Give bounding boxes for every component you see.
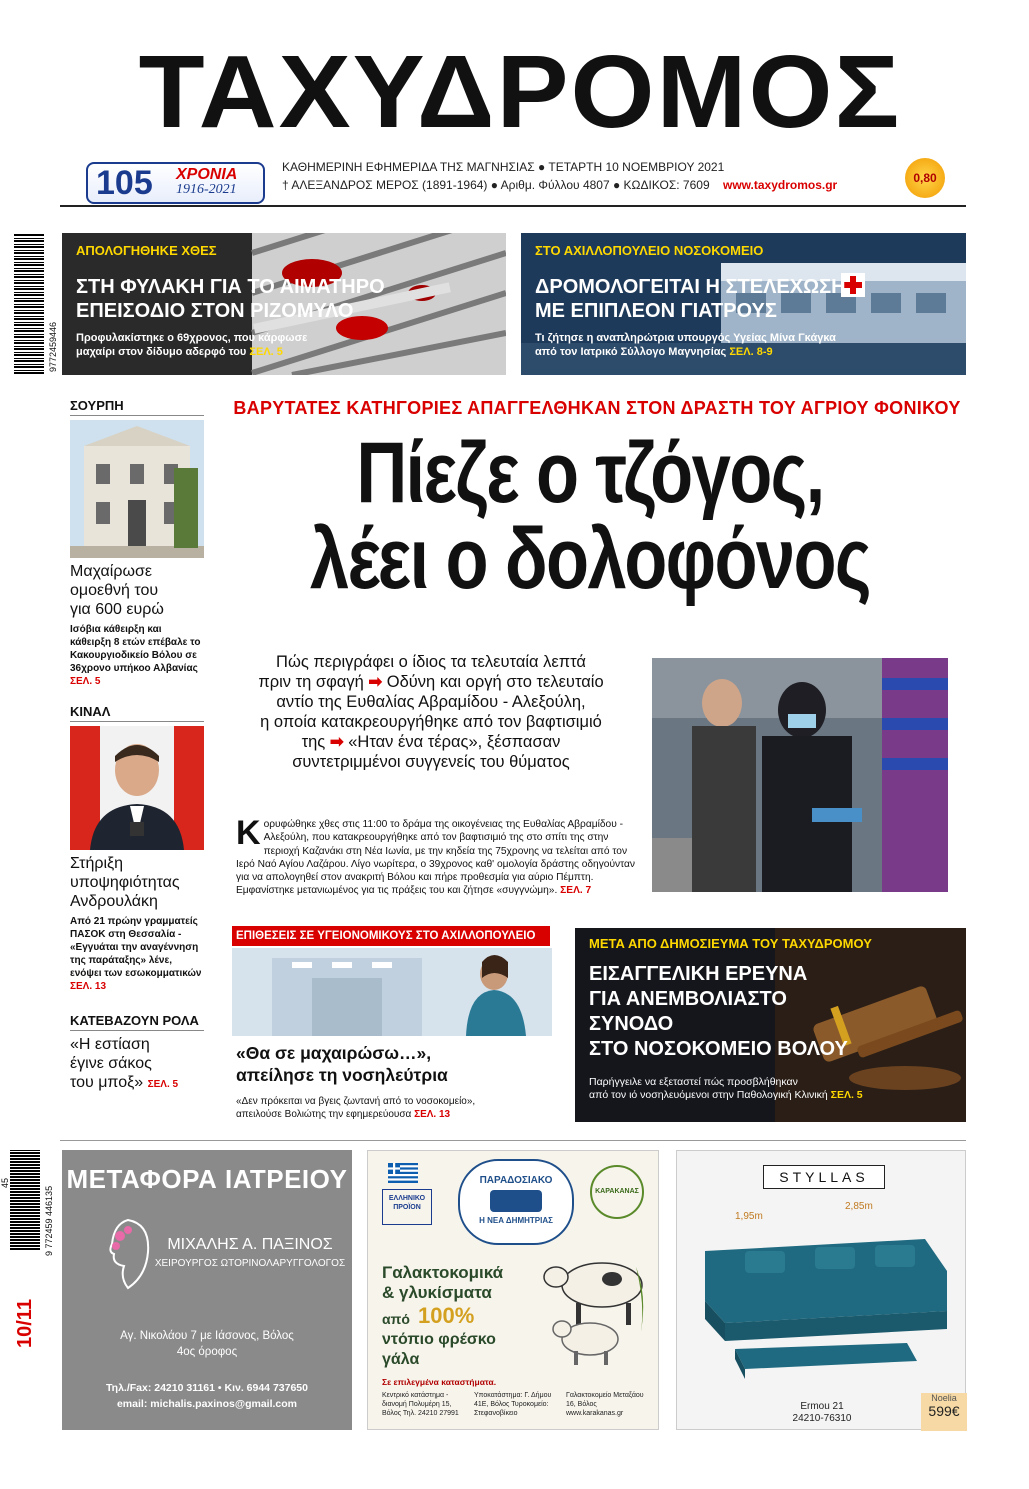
badge-number: 105 xyxy=(96,164,153,202)
left-story-kicker: ΚΑΤΕΒΑΖΟΥΝ ΡΟΛΑ xyxy=(70,1013,204,1031)
main-lead-5b: «Ηταν ένα τέρας», ξέσπασαν xyxy=(348,733,561,751)
ad-doctor-title: ΜΕΤΑΦΟΡΑ ΙΑΤΡΕΙΟΥ xyxy=(66,1164,348,1194)
main-lead-2a: πριν τη σφαγή xyxy=(258,673,364,691)
top-right-text-1: Τι ζήτησε η αναπληρώτρια υπουργός Υγείας Μίνα Γκάγκα xyxy=(535,332,836,344)
left-story-big-3: Ανδρουλάκη xyxy=(70,893,158,910)
sofa-icon xyxy=(685,1211,957,1381)
barcode-bottom-number: 9 772459 446135 xyxy=(44,1185,54,1256)
main-headline-1: Πίεζε ο τζόγος, xyxy=(356,425,824,521)
main-redline: ΒΑΡΥΤΑΤΕΣ ΚΑΤΗΓΟΡΙΕΣ ΑΠΑΓΓΕΛΘΗΚΑΝ ΣΤΟΝ ΔΡΑΣΤΗ ΤΟΥ ΑΓΡΙΟΥ ΦΟΝΙΚΟΥ xyxy=(233,398,961,418)
ad-doctor[interactable] xyxy=(62,1150,352,1430)
court-text-1: Παρήγγειλε να εξεταστεί πώς προσβλήθηκαν xyxy=(589,1076,798,1088)
main-lead-4: η οποία κατακρεουργήθηκε από τον βαφτισιμιό xyxy=(260,713,602,731)
main-lead-1: Πώς περιγράφει ο ίδιος τα τελευταία λεπτά xyxy=(276,653,586,671)
top-right-headline xyxy=(535,275,955,323)
red-arrow-icon: ➡ xyxy=(368,673,383,691)
left-story-page: ΣΕΛ. 13 xyxy=(70,981,107,992)
ad-furniture-price: 599€ xyxy=(928,1403,960,1419)
left-story-kicker: ΚΙΝΑΛ xyxy=(70,704,204,722)
court-story[interactable] xyxy=(575,928,966,1122)
left-story-big-1: «Η εστίαση xyxy=(70,1036,150,1053)
top-right-text xyxy=(535,331,955,359)
ad-furniture-dim-1: 1,95m xyxy=(735,1211,763,1222)
masthead-info-line-1: ΚΑΘΗΜΕΡΙΝΗ ΕΦΗΜΕΡΙΔΑ ΤΗΣ ΜΑΓΝΗΣΙΑΣ ● ΤΕΤΑΡΤΗ 10 ΝΟΕΜΒΡΙΟΥ 2021 xyxy=(282,160,725,174)
top-left-text-2: μαχαίρι στον δίδυμο αδερφό του xyxy=(76,346,247,358)
website-link[interactable]: www.taxydromos.gr xyxy=(722,178,838,192)
ad-dairy-col3: Γαλακτοκομείο Μεταξάου 16, Βόλος www.karakanas.gr xyxy=(566,1392,644,1417)
left-story-kinal[interactable] xyxy=(70,704,204,993)
ad-furniture-phone: 24210-76310 xyxy=(792,1413,852,1424)
top-right-kicker: ΣΤΟ ΑΧΙΛΛΟΠΟΥΛΕΙΟ ΝΟΣΟΚΟΜΕΙΟ xyxy=(535,243,764,258)
barcode-top-icon xyxy=(14,234,44,374)
ad-dairy-brand-1: ΠΑΡΑΔΟΣΙΑΚΟ xyxy=(479,1175,553,1186)
court-kicker: ΜΕΤΑ ΑΠΟ ΔΗΜΟΣΙΕΥΜΑ ΤΟΥ ΤΑΧΥΔΡΟΜΟΥ xyxy=(589,936,872,951)
ad-furniture-model: Noelia xyxy=(931,1393,957,1403)
nurse-headline[interactable] xyxy=(236,1042,556,1086)
court-headline xyxy=(589,962,959,1062)
left-story-page: ΣΕΛ. 5 xyxy=(70,676,101,687)
left-story-big-2: ομοεθνή του xyxy=(70,582,159,599)
arrest-photo-icon xyxy=(652,658,948,892)
left-story-big-3: για 600 ευρώ xyxy=(70,601,164,618)
left-story-big-2: έγινε σάκος xyxy=(70,1055,152,1072)
top-left-text-1: Προφυλακίστηκε ο 69χρονος, που κάρφωσε xyxy=(76,332,308,344)
politician-photo-icon xyxy=(70,726,204,850)
left-story-small xyxy=(70,915,204,993)
nurse-text-1: «Δεν πρόκειται να βγεις ζωντανή από το νοσοκομείο», xyxy=(236,1096,476,1107)
issue-date: 10/11 xyxy=(14,1299,36,1348)
ad-dairy[interactable] xyxy=(367,1150,659,1430)
main-lead-3: αντίο της Ευθαλίας Αβραμίδου - Αλεξούλη, xyxy=(276,693,586,711)
ad-dairy-line-1: Γαλακτοκομικά xyxy=(382,1263,504,1282)
ad-dairy-line-4: 100% xyxy=(418,1303,475,1328)
red-arrow-icon: ➡ xyxy=(329,733,344,751)
ad-dairy-col1: Κεντρικό κατάστημα - διανομή Πολυμέρη 15, Βόλος Τηλ. 24210 27991 xyxy=(382,1392,459,1417)
nurse-text-2: απειλούσε Βολιώτης την εφημερεύουσα xyxy=(236,1109,412,1120)
anniversary-badge xyxy=(86,162,265,204)
main-body xyxy=(236,814,646,898)
cow-goat-icon xyxy=(536,1247,652,1367)
ad-doctor-profession: ΧΕΙΡΟΥΡΓΟΣ ΩΤΟΡΙΝΟΛΑΡΥΓΓΟΛΟΓΟΣ xyxy=(154,1258,346,1269)
barcode-issue-suffix: 45 xyxy=(0,1177,10,1188)
left-story-page: ΣΕΛ. 5 xyxy=(147,1079,179,1090)
barcode-bottom-icon xyxy=(10,1150,40,1250)
nurse-photo-icon xyxy=(232,948,552,1036)
top-left-story[interactable] xyxy=(62,233,506,375)
ads-divider xyxy=(60,1140,966,1141)
top-right-headline-1: ΔΡΟΜΟΛΟΓΕΙΤΑΙ Η ΣΤΕΛΕΧΩΣΗ xyxy=(535,276,846,298)
nurse-page: ΣΕΛ. 13 xyxy=(414,1109,451,1120)
ad-furniture-dim-2: 2,85m xyxy=(845,1201,873,1212)
nurse-text xyxy=(236,1095,556,1121)
main-dropcap: Κ xyxy=(236,814,261,852)
left-story-big xyxy=(70,562,204,619)
top-left-headline xyxy=(76,275,496,323)
masthead-title: ΤΑΧΥΔΡΟΜΟΣ xyxy=(138,34,902,149)
top-left-page: ΣΕΛ. 5 xyxy=(249,346,283,358)
left-story-estiasi[interactable] xyxy=(70,1013,204,1094)
left-story-big-1: Στήριξη xyxy=(70,855,124,872)
badge-years: 1916-2021 xyxy=(176,182,237,197)
ad-dairy-line-6: γάλα xyxy=(382,1351,420,1368)
top-right-headline-2: ΜΕ ΕΠΙΠΛΕΟΝ ΓΙΑΤΡΟΥΣ xyxy=(535,300,777,322)
ad-furniture-brand: STYLLAS xyxy=(763,1165,885,1189)
nurse-headline-2: απείλησε τη νοσηλεύτρια xyxy=(236,1065,448,1085)
main-lead-5a: της xyxy=(301,733,326,751)
face-logo-icon xyxy=(98,1216,154,1292)
top-right-story[interactable] xyxy=(521,233,966,375)
ad-dairy-col2: Υποκατάστημα: Γ. Δήμου 41Ε, Βόλος Τυροκομείο: Στεφανοβίκειο xyxy=(474,1392,552,1417)
main-headline[interactable] xyxy=(287,425,894,607)
nurse-banner: ΕΠΙΘΕΣΕΙΣ ΣΕ ΥΓΕΙΟΝΟΜΙΚΟΥΣ ΣΤΟ ΑΧΙΛΛΟΠΟΥΛΕΙΟ xyxy=(232,926,550,946)
left-story-big-2: υποψηφιότητας xyxy=(70,874,180,891)
main-lead-2b: Οδύνη και οργή στο τελευταίο xyxy=(386,673,604,691)
left-story-small xyxy=(70,623,204,688)
price-badge: 0,80 xyxy=(905,158,945,198)
ad-doctor-phone: Τηλ./Fax: 24210 31161 • Κιν. 6944 737650 xyxy=(106,1382,308,1394)
ad-dairy-stores: Σε επιλεγμένα καταστήματα. xyxy=(382,1377,497,1387)
nurse-headline-1: «Θα σε μαχαιρώσω…», xyxy=(236,1043,432,1063)
left-story-sourpi[interactable] xyxy=(70,398,204,688)
left-column xyxy=(70,398,204,1094)
ad-furniture-address: Ermou 21 xyxy=(800,1401,844,1412)
top-left-kicker: ΑΠΟΛΟΓΗΘΗΚΕ ΧΘΕΣ xyxy=(76,243,217,258)
masthead-rule xyxy=(60,205,966,207)
main-page: ΣΕΛ. 7 xyxy=(560,885,592,897)
court-page: ΣΕΛ. 5 xyxy=(830,1089,863,1101)
left-story-small-text: Ισόβια κάθειρξη και κάθειρξη 8 ετών επέβαλε το Κακουργιοδικείο Βόλου σε 36χρονο υπήκοο Αλβανίας xyxy=(70,624,201,674)
court-headline-4: ΣΤΟ ΝΟΣΟΚΟΜΕΙΟ ΒΟΛΟΥ xyxy=(589,1038,848,1060)
ad-doctor-email[interactable]: email: michalis.paxinos@gmail.com xyxy=(116,1398,298,1410)
left-story-big-3: του μποξ» xyxy=(70,1074,144,1091)
court-headline-3: ΣΥΝΟΔΟ xyxy=(589,1013,674,1035)
ad-dairy-line-3: από xyxy=(382,1311,410,1327)
ad-furniture[interactable] xyxy=(676,1150,966,1430)
court-text xyxy=(589,1076,959,1102)
top-right-text-2: από τον Ιατρικό Σύλλογο Μαγνησίας xyxy=(535,346,727,358)
top-left-headline-1: ΣΤΗ ΦΥΛΑΚΗ ΓΙΑ ΤΟ ΑΙΜΑΤΗΡΟ xyxy=(76,276,385,298)
court-headline-2: ΓΙΑ ΑΝΕΜΒΟΛΙΑΣΤΟ xyxy=(589,988,787,1010)
left-story-big xyxy=(70,1035,204,1094)
ad-doctor-address-2: 4ος όροφος xyxy=(176,1346,238,1358)
ad-dairy-brand xyxy=(458,1159,574,1245)
main-lead xyxy=(236,652,626,772)
left-story-kicker: ΣΟΥΡΠΗ xyxy=(70,398,204,416)
ad-dairy-brand-2: Η ΝΕΑ ΔΗΜΗΤΡΙΑΣ xyxy=(479,1216,553,1225)
milk-bucket-icon xyxy=(490,1190,542,1212)
courthouse-photo-icon xyxy=(70,420,204,558)
ad-dairy-line-2: & γλυκίσματα xyxy=(382,1283,492,1302)
main-headline-2: λέει ο δολοφόνος xyxy=(310,511,870,607)
main-body-text: ορυφώθηκε χθες στις 11:00 το δράμα της οικογένειας της Ευθαλίας Αβραμίδου - Αλεξούλη, που κατακρεουργήθηκε από τον βαφτισιμιό της στο σπίτι της στην περιοχή Καζανάκι στη Νέα Ιωνία, με την κηδεία της 75χρονης να τελείται από τον Ιερό Ναό Αγίου Λαζάρου. Λίγο νωρίτερα, ο 39χρονος καθ' ομολογία δράστης οδηγούνταν για να απολογηθεί στον ανακριτή Βόλου και πήρε προθεσμία για αύριο Πέμπτη. Εμφανίστηκε μετανιωμένος για τις πράξεις του και ζήτησε «συγγνώμη». xyxy=(236,819,636,897)
greek-flag-icon xyxy=(388,1163,418,1183)
barcode-top-number: 9772459446 xyxy=(48,321,58,372)
masthead-info-line-2 xyxy=(282,178,837,192)
left-story-big xyxy=(70,854,204,911)
left-story-small-text: Από 21 πρώην γραμματείς ΠΑΣΟΚ στη Θεσσαλία - «Εγγυάται την αναγέννηση της παράταξης» λένε, ενόψει των εσωκομματικών xyxy=(70,916,202,979)
badge-label: ΧΡΟΝΙΑ xyxy=(176,166,238,183)
masthead-info-text: † ΑΛΕΞΑΝΔΡΟΣ ΜΕΡΟΣ (1891-1964) ● Αριθμ. Φύλλου 4807 ● ΚΩΔΙΚΟΣ: 7609 xyxy=(282,178,710,192)
ad-furniture-price-tag xyxy=(921,1393,967,1431)
ad-dairy-badge: ΕΛΛΗΝΙΚΟ ΠΡΟΪΟΝ xyxy=(382,1189,432,1225)
court-text-2: από τον ιό νοσηλευόμενοι στην Παθολογική Κλινική xyxy=(589,1089,828,1101)
ad-dairy-line-5: ντόπιο φρέσκο xyxy=(382,1331,496,1348)
ad-doctor-address-1: Αγ. Νικολάου 7 με Ιάσονος, Βόλος xyxy=(120,1330,294,1342)
ad-dairy-logo: ΚΑΡΑΚΑΝΑΣ xyxy=(590,1165,644,1219)
top-right-page: ΣΕΛ. 8-9 xyxy=(729,346,773,358)
main-lead-6: συντετριμμένοι συγγενείς του θύματος xyxy=(292,753,570,771)
court-headline-1: ΕΙΣΑΓΓΕΛΙΚΗ ΕΡΕΥΝΑ xyxy=(589,963,808,985)
left-story-big-1: Μαχαίρωσε xyxy=(70,563,152,580)
top-left-text xyxy=(76,331,496,359)
ad-doctor-name: ΜΙΧΑΛΗΣ Α. ΠΑΞΙΝΟΣ xyxy=(167,1236,333,1253)
top-left-headline-2: ΕΠΕΙΣΟΔΙΟ ΣΤΟΝ ΡΙΖΟΜΥΛΟ xyxy=(76,300,354,322)
